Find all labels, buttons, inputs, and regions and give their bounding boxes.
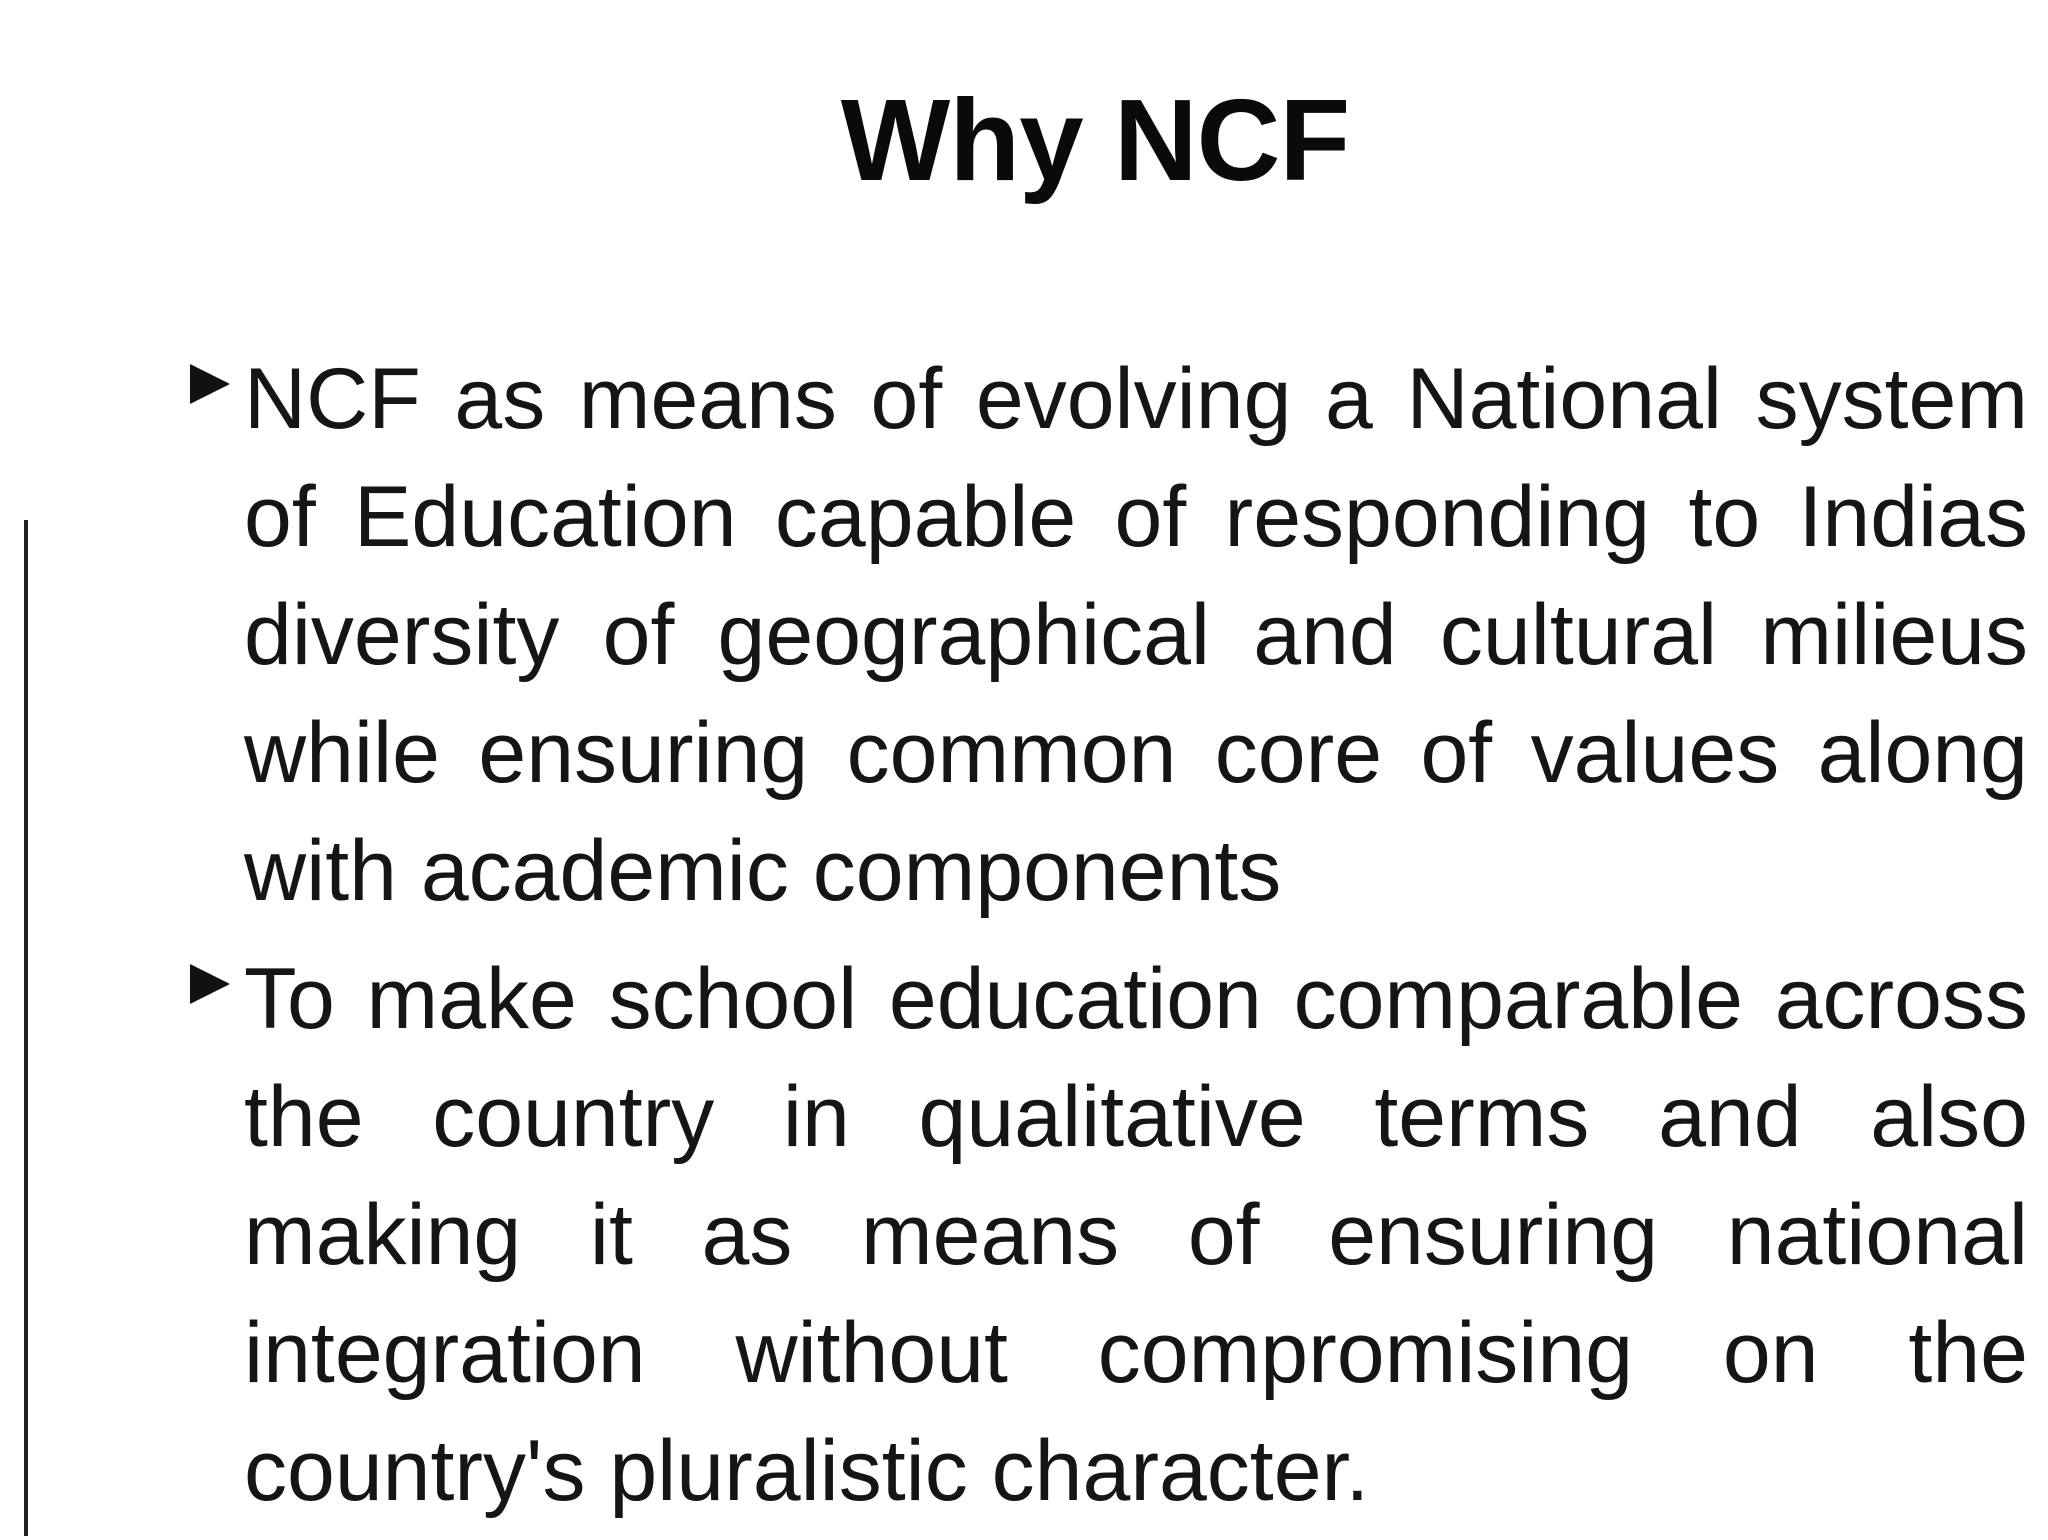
triangle-bullet-icon bbox=[190, 964, 230, 1004]
bullet-text: NCF as means of evolving a National system of Education capable of responding to Indias diversity of geographical and cultural milieus while ensuring common core of values along with academic components bbox=[244, 351, 2028, 919]
triangle-bullet-icon bbox=[190, 364, 230, 404]
left-border-line bbox=[24, 520, 28, 1536]
bullet-item bbox=[190, 940, 2028, 1530]
bullet-text: To make school education comparable across the country in qualitative terms and also making it as means of ensuring national integration without compromising on the country's pluralistic character. bbox=[244, 951, 2028, 1519]
bullet-item bbox=[190, 340, 2028, 930]
slide-title: Why NCF bbox=[840, 75, 1350, 205]
bullet-list bbox=[190, 340, 2028, 1540]
